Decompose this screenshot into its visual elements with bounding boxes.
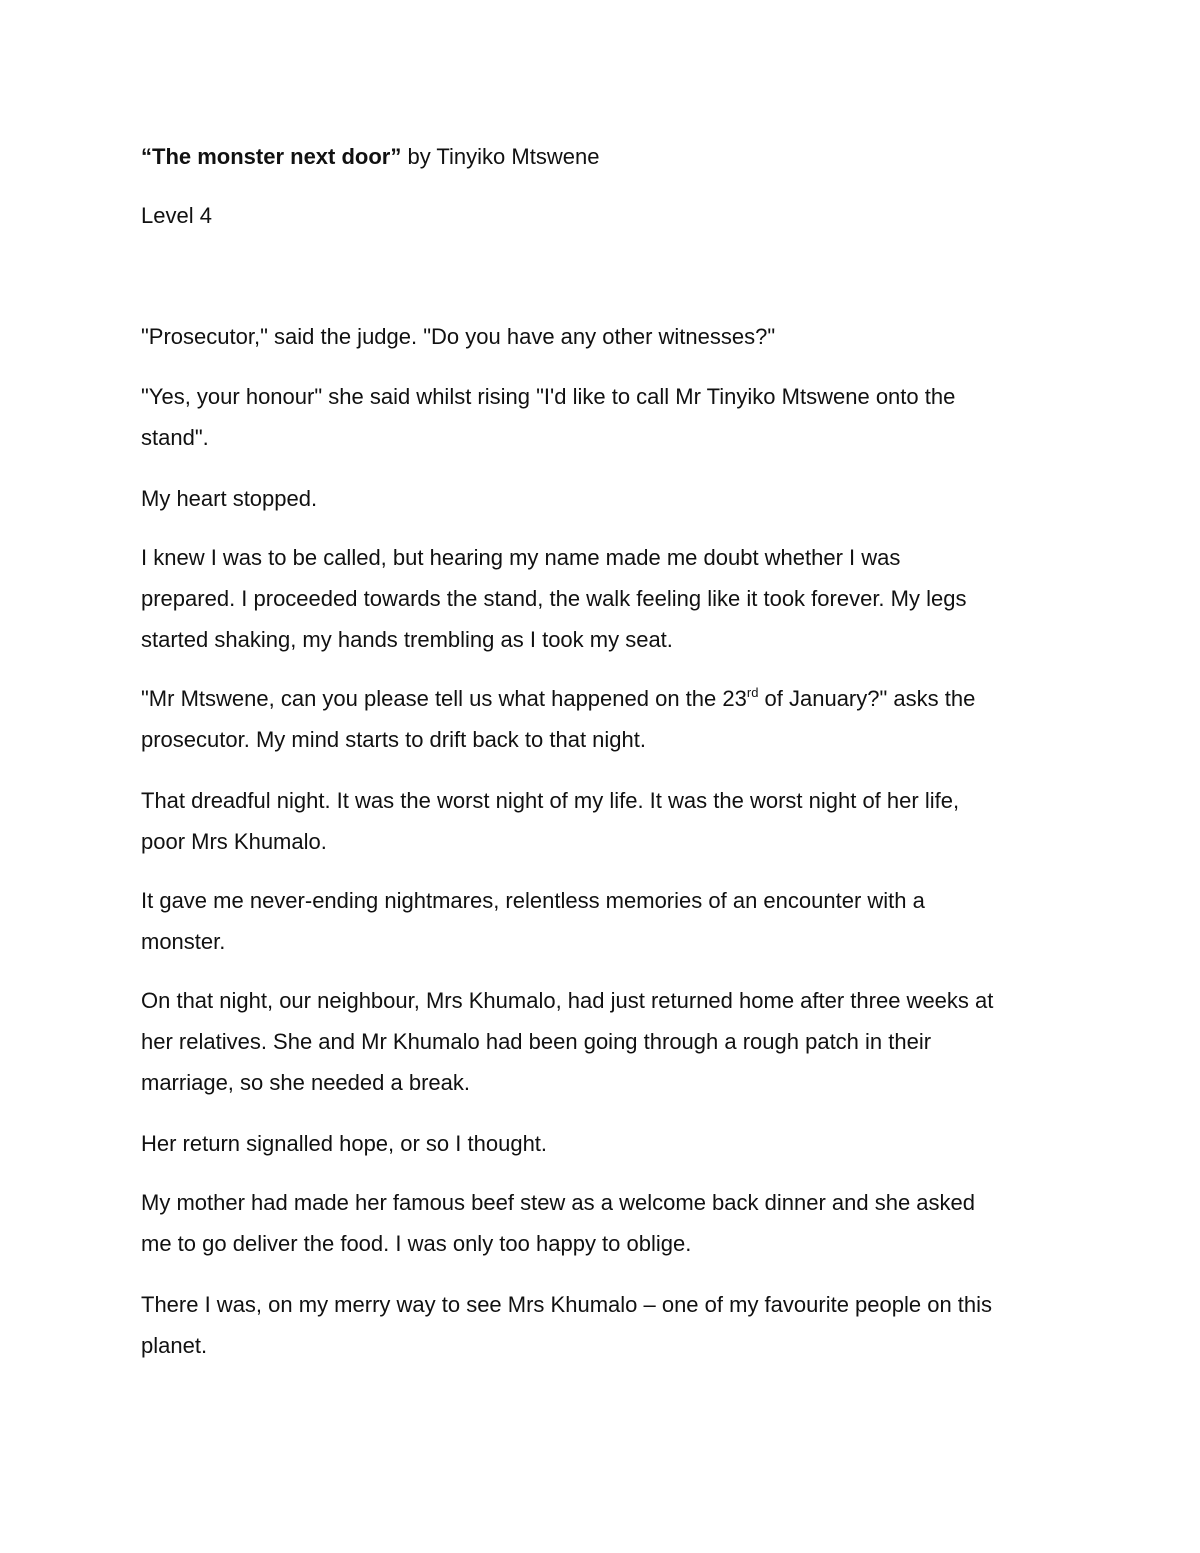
paragraph-line: That dreadful night. It was the worst night of my life. It was the worst night of her life, xyxy=(141,788,960,813)
paragraph-line: It gave me never-ending nightmares, relentless memories of an encounter with a xyxy=(141,888,925,913)
paragraph-line: planet. xyxy=(141,1333,208,1358)
story-byline: by Tinyiko Mtswene xyxy=(401,144,600,169)
text-run: "Yes, your honour" she said whilst rising "I'd like to call Mr Tinyiko xyxy=(141,384,782,409)
text-run: of January?" asks the xyxy=(758,686,976,711)
paragraph-line: On that night, our neighbour, Mrs Khumalo, had just returned home after three weeks at xyxy=(141,988,994,1013)
paragraph-line: My mother had made her famous beef stew as a welcome back dinner and she asked xyxy=(141,1190,976,1215)
paragraph-line: There I was, on my merry way to see Mrs Khumalo – one of my favourite people on this xyxy=(141,1292,993,1317)
paragraph-line: poor Mrs Khumalo. xyxy=(141,829,327,854)
paragraph-line: monster. xyxy=(141,929,226,954)
paragraph-line: started shaking, my hands trembling as I took my seat. xyxy=(141,627,673,652)
paragraph-line: me to go deliver the food. I was only too happy to oblige. xyxy=(141,1231,692,1256)
paragraph-line: marriage, so she needed a break. xyxy=(141,1070,470,1095)
paragraph-line: her relatives. She and Mr Khumalo had been going through a rough patch in their xyxy=(141,1029,932,1054)
text-run: Mtswene xyxy=(781,384,870,409)
paragraph-line: "Prosecutor," said the judge. "Do you have any other witnesses?" xyxy=(141,324,776,349)
level-label: Level 4 xyxy=(141,203,212,228)
paragraph-line xyxy=(141,384,955,410)
paragraph-line: prosecutor. My mind starts to drift back to that night. xyxy=(141,727,647,752)
paragraph-line: I knew I was to be called, but hearing my name made me doubt whether I was xyxy=(141,545,901,570)
ordinal-superscript: rd xyxy=(746,685,759,700)
paragraph-line: Her return signalled hope, or so I thought. xyxy=(141,1131,548,1156)
paragraph-line: prepared. I proceeded towards the stand, the walk feeling like it took forever. My legs xyxy=(141,586,967,611)
text-run: "Mr Mtswene, can you please tell us what happened on the 23 xyxy=(141,686,747,711)
paragraph-line: stand". xyxy=(141,425,209,450)
paragraph-line: My heart stopped. xyxy=(141,486,318,511)
story-title: “The monster next door” xyxy=(141,144,402,169)
document-title-line xyxy=(141,144,599,170)
paragraph-line xyxy=(141,686,975,712)
text-run: onto the xyxy=(869,384,956,409)
